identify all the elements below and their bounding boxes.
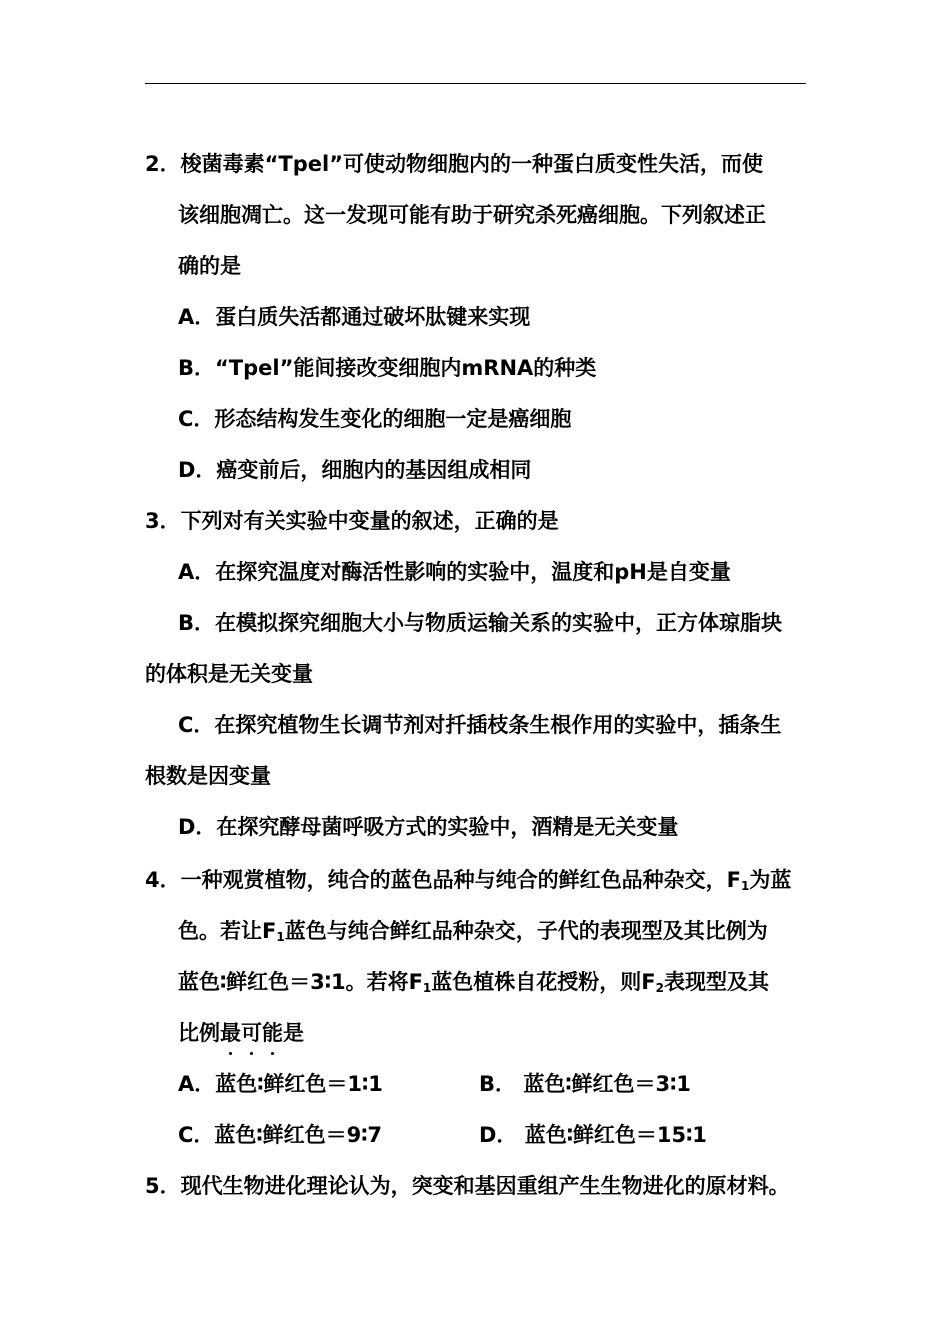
q2-option-c: C．形态结构发生变化的细胞一定是癌细胞 bbox=[178, 407, 572, 431]
q5-stem-line1: 5．现代生物进化理论认为，突变和基因重组产生生物进化的原材料。 bbox=[145, 1174, 790, 1198]
q2-option-d: D．癌变前后，细胞内的基因组成相同 bbox=[178, 458, 532, 482]
q3-option-c-line2: 根数是因变量 bbox=[145, 764, 271, 788]
q4-stem-line4: 比例最可能是 bbox=[178, 1021, 304, 1045]
emphasis-char: 最 bbox=[220, 1021, 241, 1045]
q4-stem-line3: 蓝色∶鲜红色＝3∶1。若将$F_1$蓝色植株自花授粉，则$F_2$表现型及其 bbox=[178, 970, 769, 995]
header-rule bbox=[145, 83, 806, 84]
q2-option-a: A．蛋白质失活都通过破坏肽键来实现 bbox=[178, 305, 531, 329]
q2-stem-line2: 该细胞凋亡。这一发现可能有助于研究杀死癌细胞。下列叙述正 bbox=[178, 203, 766, 227]
q4-stem-line1: 4．一种观赏植物，纯合的蓝色品种与纯合的鲜红色品种杂交，$F_1$为蓝 bbox=[145, 868, 792, 893]
q2-option-b: B．“Tpel”能间接改变细胞内mRNA的种类 bbox=[178, 356, 597, 380]
q4-option-d: D． 蓝色∶鲜红色＝15∶1 bbox=[479, 1123, 707, 1147]
emphasis-char: 可 bbox=[241, 1021, 262, 1045]
q3-option-a: A．在探究温度对酶活性影响的实验中，温度和pH是自变量 bbox=[178, 560, 731, 584]
subscript-1: 1 bbox=[740, 879, 750, 893]
q3-option-b-line1: B．在模拟探究细胞大小与物质运输关系的实验中，正方体琼脂块 bbox=[178, 611, 783, 635]
q3-option-d: D．在探究酵母菌呼吸方式的实验中，酒精是无关变量 bbox=[178, 815, 679, 839]
emphasis-char: 能 bbox=[262, 1021, 283, 1045]
q4-stem-line2: 色。若让$F_1$蓝色与纯合鲜红品种杂交，子代的表现型及其比例为 bbox=[178, 919, 768, 944]
subscript-1: 1 bbox=[422, 981, 432, 995]
q3-option-b-line2: 的体积是无关变量 bbox=[145, 662, 313, 686]
q4-option-c: C．蓝色∶鲜红色＝9∶7 bbox=[178, 1123, 382, 1147]
q2-stem-line1: 2．梭菌毒素“Tpel”可使动物细胞内的一种蛋白质变性失活，而使 bbox=[145, 152, 764, 176]
subscript-1: 1 bbox=[276, 930, 285, 944]
q3-option-c-line1: C．在探究植物生长调节剂对扦插枝条生根作用的实验中，插条生 bbox=[178, 713, 782, 737]
subscript-2: 2 bbox=[655, 981, 664, 995]
q3-stem: 3．下列对有关实验中变量的叙述，正确的是 bbox=[145, 509, 559, 533]
q2-stem-line3: 确的是 bbox=[178, 254, 241, 278]
q4-option-a: A．蓝色∶鲜红色＝1∶1 bbox=[178, 1072, 383, 1096]
q4-option-b: B． 蓝色∶鲜红色＝3∶1 bbox=[479, 1072, 691, 1096]
